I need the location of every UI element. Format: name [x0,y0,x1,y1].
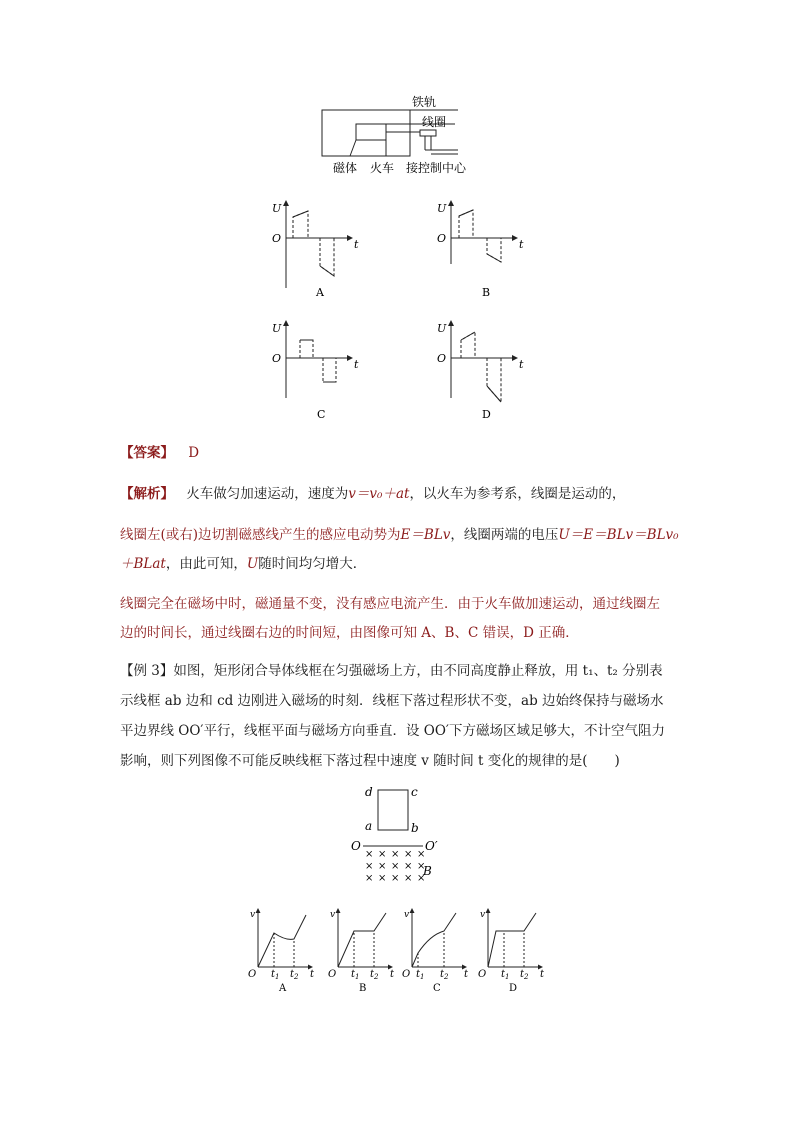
label-train: 火车 [370,161,395,175]
y-axis-label: U [272,202,282,215]
t1-label: $t_1$ [271,969,280,981]
y-arrow [283,200,289,206]
option-label: A [316,286,324,298]
p2-u: U [246,556,259,572]
corner-c: c [411,785,418,799]
option-label: C [317,408,326,421]
label-o: O [351,839,361,853]
y-axis-label: v [404,910,410,920]
ex3-line-2: 示线框 ab 边和 cd 边刚进入磁场的时刻．线框下落过程形状不变，ab 边始终保持与磁场水 [120,693,664,709]
cross: × [378,849,387,860]
t2-label: $t_2$ [520,969,529,981]
answer-tag: 【答案】 [120,445,174,461]
cross: × [391,873,400,884]
u-t-graph-d [425,318,535,423]
y-arrow [283,320,289,326]
signal-neg-bottom [487,254,501,262]
answer-value: D [188,445,200,461]
label-coil: 线圈 [422,115,447,129]
signal-pos-top [293,211,308,217]
analysis-text-1: 火车做匀加速运动，速度为 [186,486,349,502]
analysis-text-1b: ，以火车为参考系，线圈是运动的， [409,486,626,502]
analysis-formula-1: v＝v₀＋at [348,486,410,502]
ex3-line-1: 【例 3】如图，矩形闭合导体线框在匀强磁场上方，由不同高度静止释放，用 t₁、t₂ 分别表 [120,663,663,679]
signal-positive [459,210,473,238]
p2-text-c: ，由此可知， [165,556,247,572]
origin-label: O [402,969,411,980]
t1-label: $t_1$ [416,969,425,981]
label-rail: 铁轨 [412,95,437,109]
p3-line-2: 边的时间长，通过线圈右边的时间短，由图像可知 A、B、C 错误，D 正确． [120,625,579,641]
cross: × [391,861,400,872]
x-axis-label: t [464,969,469,980]
origin-label: O [272,352,282,365]
y-axis-label: v [480,910,486,920]
velocity-curve [488,913,536,967]
option-label: B [359,983,367,994]
x-axis-label: t [519,238,524,251]
v-t-graph-c [396,905,476,995]
cross: × [417,861,426,872]
x-arrow [347,235,353,241]
v-t-graph-b [322,905,402,995]
origin-label: O [437,352,447,365]
origin-label: O [478,969,487,980]
signal-pos-top [459,210,473,216]
y-arrow [448,320,454,326]
corner-b: b [411,821,419,835]
v-t-graph-a [242,905,322,995]
ex3-line-4: 影响，则下列图像不可能反映线框下落过程中速度 v 随时间 t 变化的规律的是( ) [120,753,620,769]
option-label: B [482,286,491,298]
x-axis-label: t [540,969,545,980]
y-arrow [486,908,491,913]
label-b-field: B [423,864,432,878]
p2-formula-3: ＋BLat [120,556,166,572]
y-axis-label: v [330,910,336,920]
cross: × [417,873,426,884]
frame-field-figure [345,782,455,887]
train-coil-figure [300,88,490,183]
label-control: 接控制中心 [406,161,467,175]
signal-neg-bottom [320,266,334,276]
u-t-graph-a [260,198,370,298]
y-axis-label: U [437,202,447,215]
field-crosses [365,849,425,884]
cross: × [404,861,413,872]
x-axis-label: t [354,358,359,371]
velocity-curve [412,913,456,967]
ex3-line-3: 平边界线 OO′平行，线框平面与磁场方向垂直．设 OO′下方磁场区域足够大，不计空气阻力 [120,723,665,739]
analysis-tag: 【解析】 [120,486,174,502]
y-arrow [256,908,261,913]
analysis-para-3 [120,590,680,648]
label-magnet: 磁体 [333,161,358,175]
coil-symbol [420,130,436,136]
answer-line [120,439,680,468]
y-arrow [336,908,341,913]
corner-a: a [365,819,373,833]
analysis-para-2 [120,521,680,579]
magnet-leader [350,140,356,156]
cross: × [417,849,426,860]
train-body [322,110,410,156]
signal-neg-bottom [487,386,501,402]
option-label: D [482,408,491,421]
signal-negative [323,358,336,382]
option-label: D [509,983,518,994]
label-o-prime: O′ [425,839,438,853]
y-arrow [410,908,415,913]
signal-pos-top [461,332,475,340]
t2-label: $t_2$ [440,969,449,981]
origin-label: O [272,232,282,245]
y-axis-label: U [437,322,447,335]
velocity-curve [258,915,306,967]
option-label: C [433,983,441,994]
y-axis-label: v [250,910,256,920]
t2-label: $t_2$ [370,969,379,981]
cross: × [365,861,374,872]
cross: × [391,849,400,860]
t1-label: $t_1$ [501,969,510,981]
u-t-graph-c [260,318,370,423]
u-t-graph-b [425,198,535,298]
example3-question [120,656,680,776]
cross: × [365,849,374,860]
y-axis-label: U [272,322,282,335]
x-arrow [347,355,353,361]
signal-positive [300,340,313,358]
x-axis-label: t [390,969,395,980]
p2-text-b: ，线圈两端的电压 [450,527,559,543]
p3-line-1: 线圈完全在磁场中时，磁通量不变，没有感应电流产生．由于火车做加速运动，通过线圈左 [120,596,660,612]
option-label: A [279,983,287,994]
t1-label: $t_1$ [351,969,360,981]
magnet-block [356,124,386,140]
x-axis-label: t [310,969,315,980]
x-arrow [512,235,518,241]
p2-text-d: 随时间均匀增大． [258,556,367,572]
analysis-para-1 [120,480,680,509]
signal-positive [293,211,308,238]
cross: × [404,849,413,860]
signal-negative [487,358,501,402]
signal-negative [320,238,334,276]
cross: × [365,873,374,884]
y-arrow [448,200,454,206]
t2-label: $t_2$ [290,969,299,981]
cross: × [378,861,387,872]
origin-label: O [437,232,447,245]
origin-label: O [328,969,337,980]
velocity-curve [338,913,386,967]
x-axis-label: t [519,358,524,371]
p2-formula-2: U＝E＝BLv＝BLv₀ [558,527,679,543]
corner-d: d [365,785,373,799]
origin-label: O [248,969,257,980]
p2-formula-1: E＝BLv [400,527,451,543]
x-arrow [512,355,518,361]
cross: × [404,873,413,884]
wire-frame [378,790,408,830]
x-axis-label: t [354,238,359,251]
cross: × [378,873,387,884]
v-t-graph-d [472,905,552,995]
p2-text-a: 线圈左(或右)边切割磁感线产生的感应电动势为 [120,527,401,543]
